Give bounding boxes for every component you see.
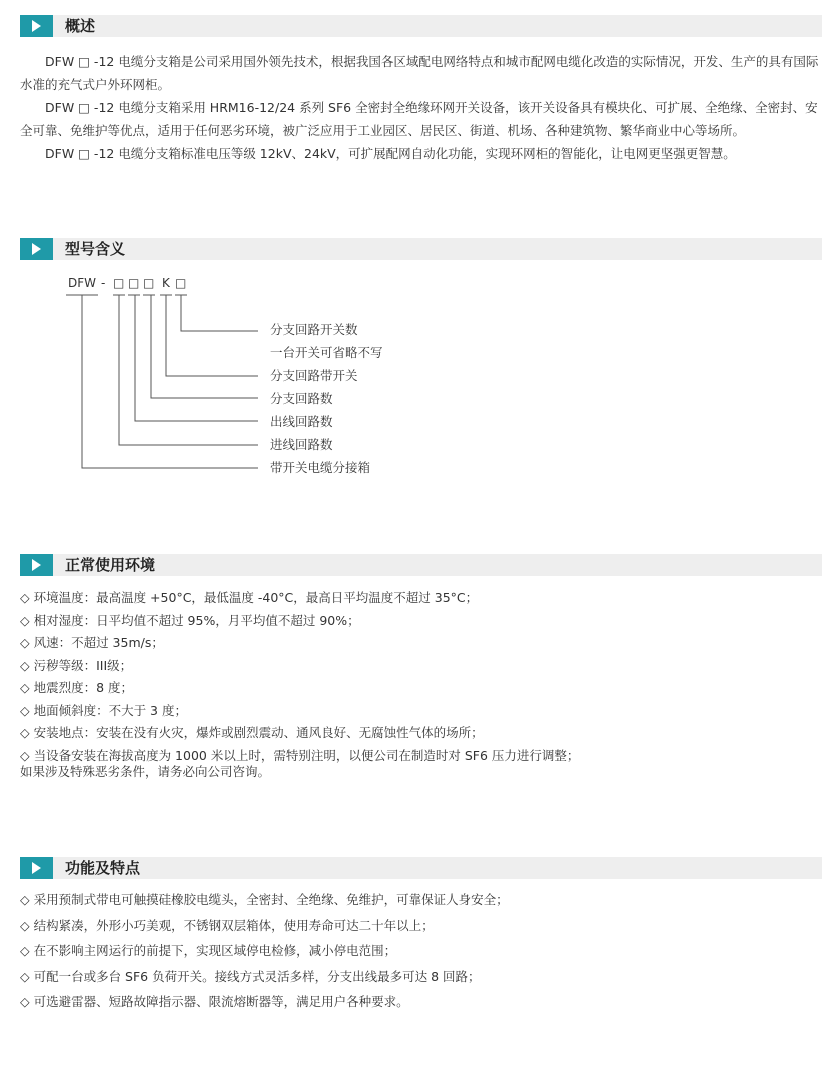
list-item: ◇ 采用预制式带电可触摸硅橡胶电缆头，全密封、全绝缘、免维护，可靠保证人身安全； — [20, 892, 509, 907]
model-code-box-1: □ — [113, 276, 125, 290]
features-list — [20, 887, 823, 1015]
model-code-dash: - — [101, 276, 106, 290]
model-label-3: 分支回路带开关 — [270, 368, 358, 383]
list-item: ◇ 在不影响主网运行的前提下，实现区域停电检修，减小停电范围； — [20, 943, 397, 958]
section-title: 概述 — [65, 17, 96, 35]
overview-paragraph-1: DFW □ -12 电缆分支箱是公司采用国外领先技术，根据我国各区域配电网络特点和城市配网电缆化改造的实际情况，开发、生产的具有国际水准的充气式户外环网柜。 — [20, 54, 819, 92]
list-item: ◇ 安装地点：安装在没有火灾，爆炸或剧烈震动、通风良好、无腐蚀性气体的场所； — [20, 725, 484, 740]
overview-paragraph-3: DFW □ -12 电缆分支箱标准电压等级 12kV、24kV，可扩展配网自动化功能，实现环网柜的智能化，让电网更坚强更智慧。 — [45, 146, 736, 161]
model-label-4: 分支回路数 — [270, 391, 333, 406]
list-item: ◇ 风速：不超过 35m/s； — [20, 635, 164, 650]
overview-paragraph-2: DFW □ -12 电缆分支箱采用 HRM16-12/24 系列 SF6 全密封全绝缘环网开关设备，该开关设备具有模块化、可扩展、全绝缘、全密封、安全可靠、免维护等优点，适用于任何恶劣环境，被广泛应用于工业园区、居民区、街道、机场、各种建筑物、繁华商业中心等场所。 — [20, 100, 818, 138]
model-code-diagram — [0, 266, 420, 482]
model-label-6: 进线回路数 — [270, 437, 333, 452]
play-triangle-icon — [20, 554, 53, 576]
play-triangle-icon — [20, 857, 53, 879]
section-header-overview — [20, 15, 822, 37]
list-item: ◇ 污秽等级：III级； — [20, 657, 133, 673]
list-item: ◇ 地震烈度：8 度； — [20, 680, 134, 695]
model-label-1: 分支回路开关数 — [270, 322, 358, 337]
model-label-2: 一台开关可省略不写 — [270, 345, 383, 360]
list-item: ◇ 相对湿度：日平均值不超过 95%，月平均值不超过 90%； — [20, 612, 360, 628]
list-item: ◇ 当设备安装在海拔高度为 1000 米以上时，需特别注明，以便公司在制造时对 SF6 压力进行调整； — [20, 747, 580, 763]
leader-line-3 — [166, 295, 258, 376]
list-item: ◇ 环境温度：最高温度 +50°C，最低温度 -40°C，最高日平均温度不超过 35°C； — [20, 590, 479, 605]
model-label-7: 带开关电缆分接箱 — [270, 460, 371, 475]
play-triangle-icon — [20, 238, 53, 260]
leader-line-4 — [151, 295, 258, 398]
model-code-box-3: □ — [143, 276, 155, 290]
section-title: 型号含义 — [65, 240, 126, 258]
list-item: ◇ 可配一台或多台 SF6 负荷开关。接线方式灵活多样，分支出线最多可达 8 回路； — [20, 968, 481, 984]
model-code-k: K — [162, 276, 170, 290]
model-code-box-4: □ — [175, 276, 187, 290]
section-title: 功能及特点 — [65, 859, 141, 877]
section-header-environment — [20, 554, 822, 576]
leader-line-1 — [181, 295, 258, 331]
model-code-prefix: DFW — [68, 276, 97, 290]
section-title: 正常使用环境 — [65, 556, 156, 574]
model-label-5: 出线回路数 — [270, 414, 333, 429]
section-header-model — [20, 238, 822, 260]
section-header-features — [20, 857, 822, 879]
list-item: ◇ 可选避雷器、短路故障指示器、限流熔断器等，满足用户各种要求。 — [20, 994, 409, 1009]
list-item: ◇ 地面倾斜度：不大于 3 度； — [20, 702, 187, 718]
play-triangle-icon — [20, 15, 53, 37]
list-item: ◇ 结构紧凑，外形小巧美观，不锈钢双层箱体，使用寿命可达二十年以上； — [20, 917, 434, 933]
leader-line-7 — [82, 295, 258, 468]
environment-note: 如果涉及特殊恶劣条件，请务必向公司咨询。 — [20, 764, 271, 779]
leader-line-6 — [119, 295, 258, 445]
leader-line-5 — [135, 295, 258, 421]
model-code-box-2: □ — [128, 276, 140, 290]
environment-list — [20, 587, 823, 767]
